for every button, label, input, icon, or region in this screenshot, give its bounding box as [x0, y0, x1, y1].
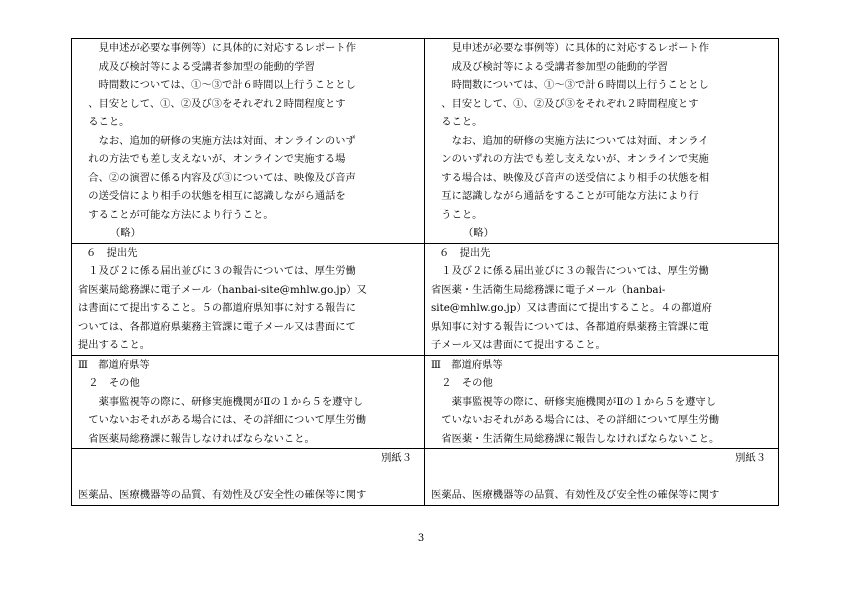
comparison-table [71, 38, 779, 506]
section-heading: Ⅲ 都道府県等 [431, 358, 503, 371]
section-heading: ６ 提出先 [86, 246, 138, 259]
old-text-cell [72, 243, 425, 355]
omission-mark: （略） [463, 227, 494, 239]
attachment-label: 別紙３ [735, 452, 766, 464]
text-line: ていないおそれがある場合には、その詳細について厚生労働 [431, 414, 720, 426]
new-text-cell [425, 243, 779, 355]
new-text-cell [425, 355, 779, 449]
attachment-label: 別紙３ [381, 452, 412, 464]
text-line: 省医薬・生活衛生局総務課に報告しなければならないこと。 [431, 432, 720, 445]
old-text-cell [72, 39, 425, 244]
text-line: 県知事に対する報告については、各都道府県薬務主管課に電 [431, 320, 709, 333]
text-line: ンのいずれの方法でも差し支えないが、オンラインで実施 [431, 153, 709, 165]
text-line: 見申述が必要な事例等）に具体的に対応するレポート作 [78, 42, 357, 54]
text-line: 成及び検討等による受講者参加型の能動的学習 [431, 60, 668, 73]
subsection-heading: ２ その他 [431, 377, 493, 389]
section-heading: ６ 提出先 [439, 246, 491, 259]
text-line: なお、追加的研修の実施方法は対面、オンラインのいず [78, 134, 356, 147]
text-line: 提出すること。 [78, 339, 151, 351]
text-line: １及び２に係る届出並びに３の報告については、厚生労働 [78, 265, 356, 277]
table-row [72, 355, 779, 449]
table-row [72, 39, 779, 244]
text-line: ていないおそれがある場合には、その詳細について厚生労働 [78, 414, 367, 426]
subsection-heading: ２ その他 [78, 377, 140, 389]
text-line: 時間数については、①～③で計６時間以上行うこととし [78, 79, 356, 91]
text-line: 見申述が必要な事例等）に具体的に対応するレポート作 [431, 42, 710, 54]
old-text-cell [72, 355, 425, 449]
text-line: することが可能な方法により行うこと。 [78, 208, 274, 221]
omission-mark: （略） [110, 227, 141, 239]
text-line: 省医薬・生活衛生局総務課に電子メール（hanbai- [431, 283, 666, 296]
text-line: なお、追加的研修の実施方法については対面、オンライ [431, 134, 709, 147]
text-line: は書面にて提出すること。５の都道府県知事に対する報告に [78, 302, 357, 314]
text-line: うこと。 [431, 208, 483, 221]
text-line: 成及び検討等による受講者参加型の能動的学習 [78, 60, 315, 73]
text-line: 薬事監視等の際に、研修実施機関がⅡの１から５を遵守し [78, 395, 364, 408]
text-line: 時間数については、①～③で計６時間以上行うこととし [431, 79, 709, 91]
text-line: 、目安として、①、②及び③をそれぞれ２時間程度とす [431, 97, 699, 110]
text-line: 省医薬局総務課に電子メール（hanbai-site@mhlw.go.jp）又 [78, 283, 367, 296]
table-row [72, 449, 779, 506]
text-line: 互に認識しながら通話をすることが可能な方法により行 [431, 190, 699, 202]
table-row [72, 243, 779, 355]
text-line: れの方法でも差し支えないが、オンラインで実施する場 [78, 153, 346, 165]
text-line: site@mhlw.go.jp）又は書面にて提出すること。４の都道府 [431, 302, 712, 314]
old-text-cell [72, 449, 425, 506]
text-line: ついては、各都道府県薬務主管課に電子メール又は書面にて [78, 320, 356, 333]
text-line: 医薬品、医療機器等の品質、有効性及び安全性の確保等に関す [78, 488, 367, 501]
text-line: 子メール又は書面にて提出すること。 [431, 339, 606, 351]
new-text-cell [425, 449, 779, 506]
text-line: する場合は、映像及び音声の送受信により相手の状態を相 [431, 171, 710, 184]
text-line: １及び２に係る届出並びに３の報告については、厚生労働 [431, 265, 709, 277]
text-line: 薬事監視等の際に、研修実施機関がⅡの１から５を遵守し [431, 395, 717, 408]
new-text-cell [425, 39, 779, 244]
text-line: 省医薬局総務課に報告しなければならないこと。 [78, 432, 315, 445]
text-line: の送受信により相手の状態を相互に認識しながら通話を [78, 190, 346, 202]
text-line: 医薬品、医療機器等の品質、有効性及び安全性の確保等に関す [431, 488, 720, 501]
text-line: 合、②の演習に係る内容及び③については、映像及び音声 [78, 171, 356, 184]
text-line: 、目安として、①、②及び③をそれぞれ２時間程度とす [78, 97, 346, 110]
section-heading: Ⅲ 都道府県等 [78, 358, 150, 371]
page-number: 3 [417, 533, 425, 544]
text-line: ること。 [431, 116, 483, 128]
text-line: ること。 [78, 116, 130, 128]
